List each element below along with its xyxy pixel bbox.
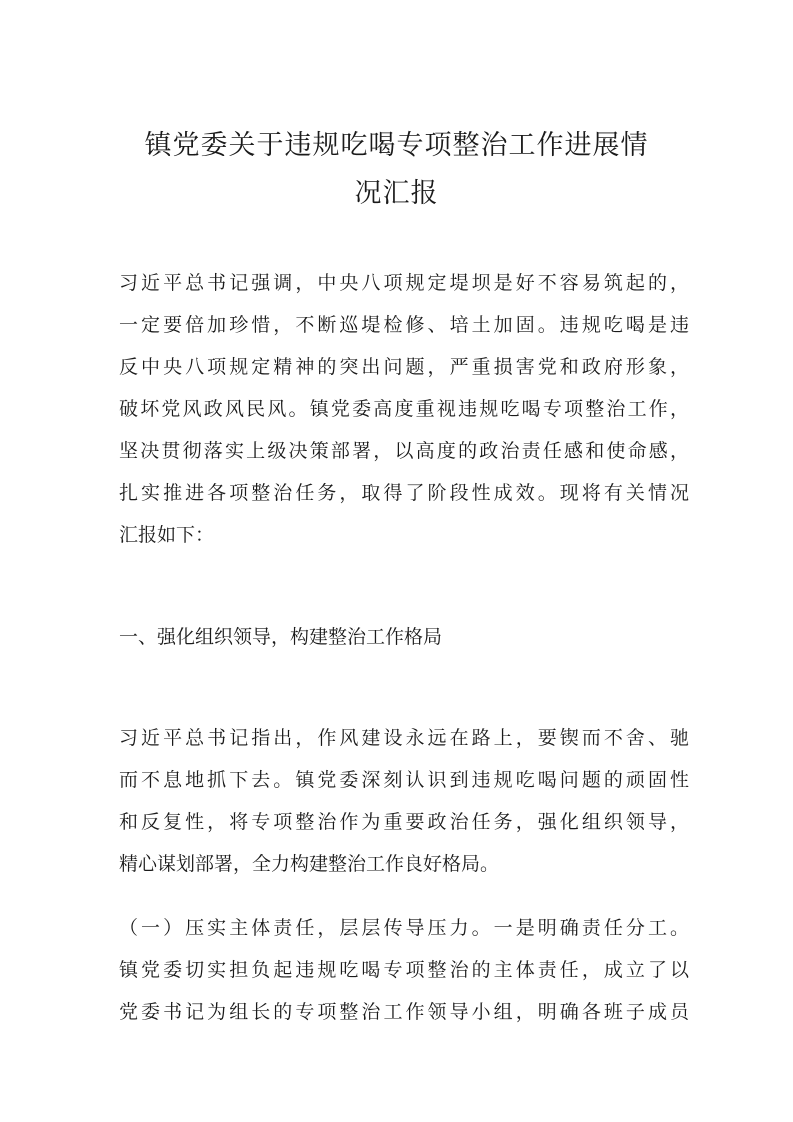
title-line: 镇党委关于违规吃喝专项整治工作进展情 — [144, 130, 649, 161]
intro-paragraph — [119, 262, 689, 556]
section-heading — [119, 616, 689, 658]
text-line: 习近平总书记指出，作风建设永远在路上，要锲而不舍、驰 — [119, 727, 689, 749]
text-line: 党委书记为组长的专项整治工作领导小组，明确各班子成员 — [119, 1001, 689, 1023]
section-paragraph — [119, 717, 689, 885]
heading-text: 一、强化组织领导，构建整治工作格局 — [119, 626, 443, 648]
text-line: 和反复性，将专项整治作为重要政治任务，强化组织领导， — [119, 811, 689, 833]
text-line: 反中央八项规定精神的突出问题，严重损害党和政府形象， — [119, 356, 689, 378]
document-title — [100, 122, 693, 218]
text-line: 汇报如下： — [119, 524, 215, 546]
subsection-paragraph — [119, 907, 689, 1033]
text-line: 一定要倍加珍惜，不断巡堤检修、培土加固。违规吃喝是违 — [119, 314, 689, 336]
text-line: 习近平总书记强调，中央八项规定堤坝是好不容易筑起的， — [119, 272, 689, 294]
text-line: 破坏党风政风民风。镇党委高度重视违规吃喝专项整治工作， — [119, 398, 689, 420]
text-line: 坚决贯彻落实上级决策部署，以高度的政治责任感和使命感， — [119, 440, 689, 462]
title-line: 况汇报 — [354, 178, 439, 209]
text-line: 镇党委切实担负起违规吃喝专项整治的主体责任，成立了以 — [119, 959, 689, 981]
text-line: 扎实推进各项整治任务，取得了阶段性成效。现将有关情况 — [119, 482, 689, 504]
text-line: 而不息地抓下去。镇党委深刻认识到违规吃喝问题的顽固性 — [119, 769, 689, 791]
text-line: （一）压实主体责任，层层传导压力。一是明确责任分工。 — [119, 917, 689, 939]
text-line: 精心谋划部署，全力构建整治工作良好格局。 — [119, 853, 500, 875]
